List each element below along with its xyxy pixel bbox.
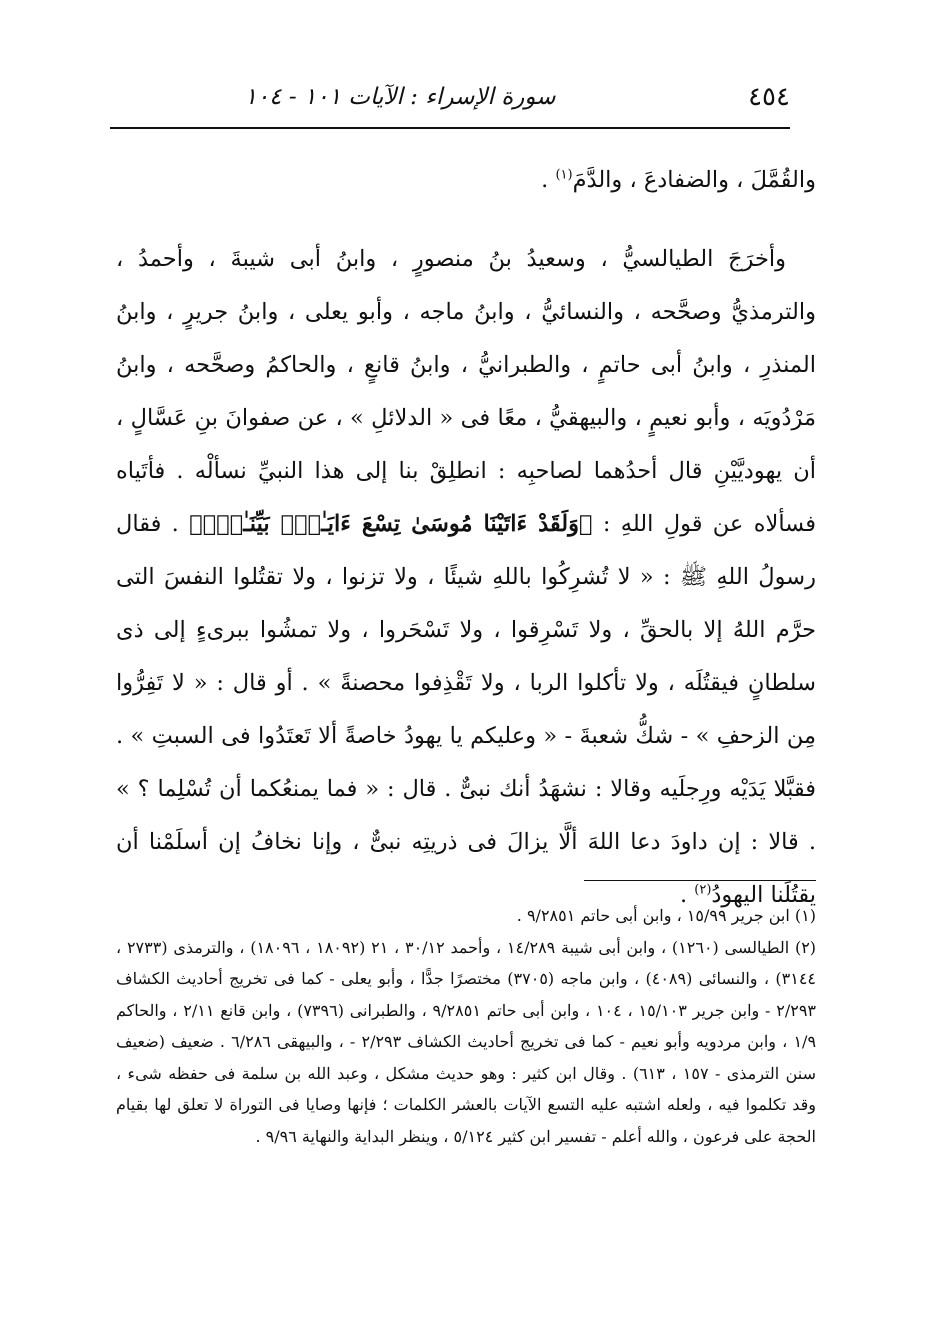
header-rule	[110, 127, 790, 129]
paragraph-1	[116, 154, 816, 207]
footnote-ref-1: (١)	[555, 167, 573, 183]
footnote-2: (٢) الطيالسى (١٢٦٠) ، وابن أبى شيبة ١٤/٢٨٩ ، وأحمد ٣٠/١٢ ، ٢١ (١٨٠٩٢ ، ١٨٠٩٦) ، والترمذى (٢٧٣٣ ، ٣١٤٤) ، والنسائى (٤٠٨٩) ، وابن ماجه (٣٧٠٥) مختصرًا جدًّا ، وأبو يعلى - كما فى تخريج أحاديث الكشاف ٢/٢٩٣ - وابن جرير ١٥/١٠٣ ، ١٠٤ ، وابن أبى حاتم ٩/٢٨٥١ ، والطبرانى (٧٣٩٦) ، وابن قانع ٢/١١ ، والحاكم ١/٩ ، وابن مردويه وأبو نعيم - كما فى تخريج أحاديث الكشاف ٢/٢٩٣ - ، والبيهقى ٦/٢٨٦ . ضعيف (ضعيف سنن الترمذى - ١٥٧ ، ٦١٣) . وقال ابن كثير : وهو حديث مشكل ، وعبد الله بن سلمة فى حفظه شىء ، وقد تكلموا فيه ، ولعله اشتبه عليه التسع الآيات بالعشر الكلمات ؛ فإنها وصايا فى التوراة لا تعلق لها بقيام الحجة على فرعون ، والله أعلم - تفسير ابن كثير ٥/١٢٤ ، وينظر البداية والنهاية ٩/٩٦ .	[116, 937, 817, 1146]
paragraph-2-text-b: . فقال رسولُ اللهِ ﷺ : « لا تُشرِكُوا باللهِ شيئًا ، ولا تزنوا ، ولا تقتُلوا النفسَ التى حرَّم اللهُ إلا بالحقِّ ، ولا تَسْرِقوا ، ولا تَسْحَروا ، ولا تمشُوا ببرىءٍ إلى ذى سلطانٍ فيقتُلَه ، ولا تأكلوا الربا ، ولا تَقْذِفوا محصنةً » . أو قال : « لا تَفِرُّوا مِن الزحفِ » - شكُّ شعبةَ - « وعليكم يا يهودُ خاصةً ألا تَعتَدُوا فى السبتِ » . فقبَّلا يَدَيْه ورِجلَيه وقالا : نشهَدُ أنك نبىٌّ . قال : « فما يمنعُكما أن تُسْلِما ؟ » . قالا : إن داودَ دعا اللهَ ألَّا يزالَ فى ذريتِه نبىٌّ ، وإنا نخافُ إن أسلَمْنا أن يقتُلَنا اليهودُ	[116, 511, 816, 908]
footnotes	[116, 900, 816, 1152]
paragraph-1-end: .	[541, 167, 556, 193]
page-header	[110, 80, 790, 120]
page-number: ٤٥٤	[748, 82, 790, 112]
footnote-ref-2: (٢)	[694, 882, 712, 898]
main-text	[116, 154, 816, 922]
paragraph-1-text: والقُمَّلَ ، والضفادعَ ، والدَّمَ	[572, 167, 816, 193]
paragraph-2	[116, 233, 816, 922]
running-head: سورة الإسراء : الآيات ١٠١ - ١٠٤	[244, 84, 556, 110]
paragraph-2-text-a: وأخرَجَ الطيالسيُّ ، وسعيدُ بنُ منصورٍ ، وابنُ أبى شيبةَ ، وأحمدُ ، والترمذيُّ وصحَّحه ، والنسائيُّ ، وابنُ ماجه ، وأبو يعلى ، وابنُ جريرٍ ، وابنُ المنذرِ ، وابنُ أبى حاتمٍ ، والطبرانيُّ ، وابنُ قانعٍ ، والحاكمُ وصحَّحه ، وابنُ مَرْدُويَه ، وأبو نعيمٍ ، والبيهقيُّ ، معًا فى « الدلائلِ » ، عن صفوانَ بنِ عَسَّالٍ ، أن يهوديَّيْنِ قال أحدُهما لصاحبِه : انطلِقْ بنا إلى هذا النبيِّ نسألْه . فأتَياه فسألاه عن قولِ اللهِ :	[116, 246, 817, 537]
paragraph-2-end: .	[679, 882, 695, 908]
quran-verse: ﴿وَلَقَدْ ءَاتَيْنَا مُوسَىٰ تِسْعَ ءَايَـٰتٍۭ بَيِّنَـٰتٍۢ﴾	[189, 511, 593, 537]
footnote-rule	[584, 880, 816, 881]
footnote-1: (١) ابن جرير ١٥/٩٩ ، وابن أبى حاتم ٩/٢٨٥١ .	[516, 906, 816, 925]
